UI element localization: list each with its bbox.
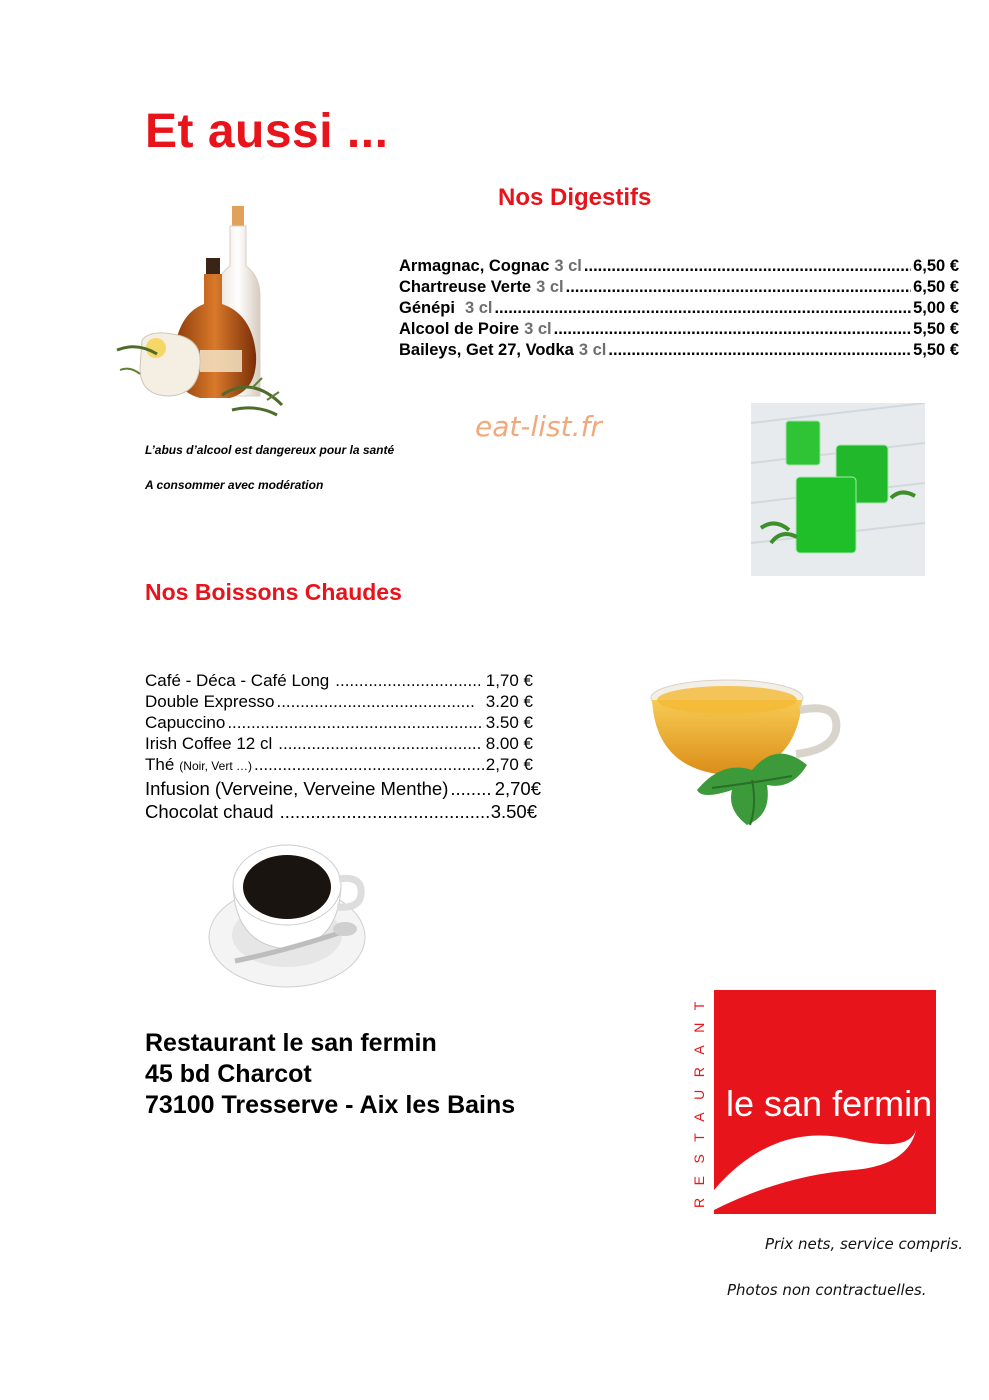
moderation-notice: A consommer avec modération <box>145 478 324 492</box>
san-fermin-logo <box>714 990 936 1214</box>
item-name: Armagnac, Cognac <box>399 257 550 275</box>
item-quantity: 3 cl <box>578 341 607 359</box>
page-title: Et aussi ... <box>145 105 389 158</box>
item-price: 5,00 € <box>913 299 959 317</box>
tea-cup-image <box>612 640 867 855</box>
list-item <box>399 277 959 298</box>
coffee-cup-image <box>205 835 373 995</box>
logo-vertical-text <box>686 988 712 1214</box>
dot-leader <box>276 691 475 712</box>
item-price: 1,70 € <box>485 671 533 690</box>
item-name: Chocolat chaud <box>145 801 274 822</box>
dot-leader <box>227 712 483 733</box>
item-price: 3.20 € <box>485 692 533 711</box>
watermark: eat-list.fr <box>475 410 602 443</box>
dot-leader <box>494 298 911 319</box>
digestifs-section-title: Nos Digestifs <box>498 184 652 211</box>
list-item <box>399 298 959 319</box>
list-item <box>399 319 959 340</box>
price-note: Prix nets, service compris. <box>765 1235 963 1253</box>
item-name: Irish Coffee 12 cl <box>145 734 273 753</box>
item-price: 5,50 € <box>913 341 959 359</box>
dot-leader <box>450 777 492 800</box>
logo-name: le san fermin <box>726 1083 933 1124</box>
item-name: Double Expresso <box>145 692 275 711</box>
photo-disclaimer: Photos non contractuelles. <box>727 1281 927 1299</box>
item-quantity: 3 cl <box>524 320 552 338</box>
hot-drinks-section-title: Nos Boissons Chaudes <box>145 579 402 605</box>
address-name: Restaurant le san fermin <box>145 1029 437 1057</box>
item-quantity: 3 cl <box>536 278 564 296</box>
dot-leader <box>608 340 911 361</box>
item-name: Génépi <box>399 299 455 317</box>
hot-drinks-list <box>145 670 541 823</box>
item-name: Baileys, Get 27, Vodka <box>399 341 574 359</box>
dot-leader <box>254 754 484 775</box>
list-item <box>145 800 541 823</box>
item-name: Alcool de Poire <box>399 320 520 338</box>
digestif-bottles-image <box>112 200 297 425</box>
item-price: 3.50 € <box>485 713 533 732</box>
list-item <box>399 256 959 277</box>
item-name: Infusion (Verveine, Verveine Menthe) <box>145 778 449 799</box>
item-note: (Noir, Vert …) <box>179 759 252 773</box>
alcohol-warning: L’abus d’alcool est dangereux pour la santé <box>145 443 395 457</box>
item-name: Chartreuse Verte <box>399 278 532 296</box>
list-item <box>145 777 541 800</box>
dot-leader <box>554 319 911 340</box>
item-quantity: 3 cl <box>554 257 582 275</box>
item-name: Café - Déca - Café Long <box>145 671 330 690</box>
item-price: 8.00 € <box>485 734 533 753</box>
green-liqueur-image <box>751 403 925 576</box>
list-item <box>145 712 541 733</box>
item-price: 6,50 € <box>913 278 959 296</box>
dot-leader <box>566 277 912 298</box>
list-item <box>399 340 959 361</box>
item-name: Thé <box>145 755 175 774</box>
item-price: 5,50 € <box>913 320 959 338</box>
digestifs-list <box>399 256 959 361</box>
address-street: 45 bd Charcot <box>145 1060 312 1088</box>
list-item <box>145 670 541 691</box>
address-city: 73100 Tresserve - Aix les Bains <box>145 1091 516 1119</box>
dot-leader <box>335 670 479 691</box>
item-price: 2,70€ <box>494 778 541 799</box>
list-item <box>145 691 541 712</box>
dot-leader <box>584 256 911 277</box>
list-item <box>145 733 541 754</box>
item-price: 6,50 € <box>913 257 959 275</box>
dot-leader <box>280 800 489 823</box>
logo-restaurant-label: RESTAURANT <box>691 989 707 1208</box>
item-name: Capuccino <box>145 713 226 732</box>
item-price: 3.50€ <box>490 801 537 822</box>
dot-leader <box>278 733 479 754</box>
list-item <box>145 754 541 777</box>
item-quantity: 3 cl <box>464 299 493 317</box>
restaurant-address <box>145 1028 515 1121</box>
item-price: 2,70 € <box>485 755 533 774</box>
